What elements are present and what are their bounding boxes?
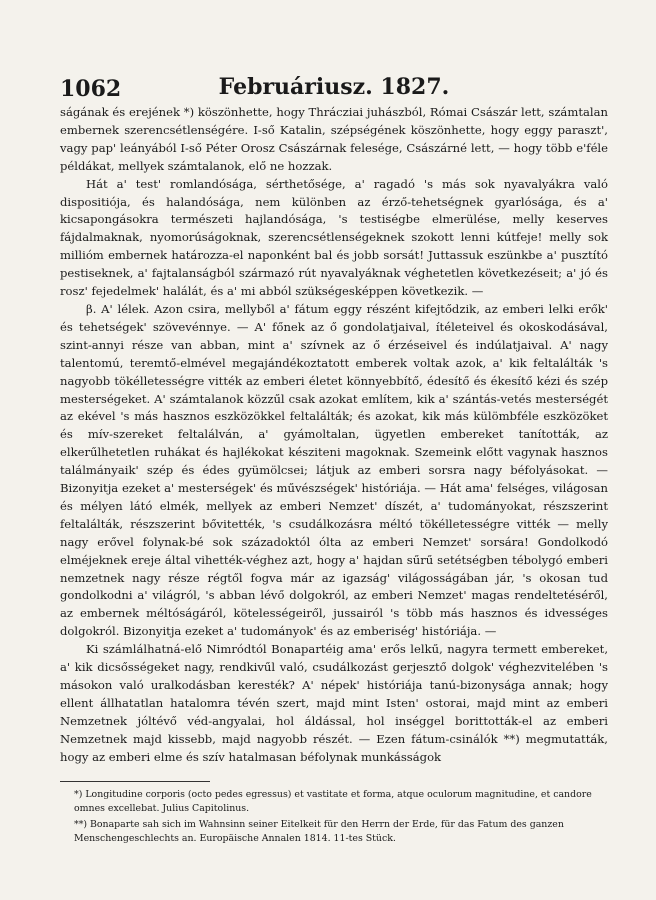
paragraph: Ki számlálhatná-elő Nimródtól Bonapartéig ama' erős lelkű, nagyra termett embereket, a' kik dicsősségeket nagy, rendkivűl való, csudálkozást gerjesztő dolgok' véghezvitelében 's másokon való uralkodásban keresték? A' népek' históriája tanú-bizonysága annak; hogy ellent állhatatlan hatalomra tévén szert, majd mint Isten' ostorai, majd mint az emberi Nemzetnek jóltévő véd-angyalai, hol áldással, hol inséggel borittották-el az emberi Nemzetnek majd kissebb, majd nagyobb részét. — Ezen fátum-csinálók **) megmutatták, hogy az emberi elme és szív hatalmasan béfolynak munkásságok (60, 642, 608, 764)
main-text (60, 104, 608, 767)
page-header (60, 74, 608, 104)
footnote-divider (60, 781, 210, 782)
running-title: Februáriusz. 1827. (218, 74, 450, 100)
paragraph: Hát a' test' romlandósága, sérthetősége, a' ragadó 's más sok nyavalyákra való dispositiója, és halandósága, nem különben az érző-tehetségnek gyarlósága, és a' kicsapongásokra természeti hajlandósága, 's testiségbe elmerülése, melly keserves fájdalmaknak, nyomorúságoknak, szerencsétlenségeknek szokott lenni kútfeje! melly sok millióm embernek határozza-el naponként bal és jobb sorsát! Juttassuk eszünkbe a' pusztító pestiseknek, a' fajtalanságból származó rút nyavalyáknak véghetetlen következéseit; a' jó és rosz' fejedelmek' halálát, és a' mi abból szükségesképpen következik. — (60, 176, 608, 299)
footnotes (60, 788, 608, 846)
footnote: *) Longitudine corporis (octo pedes egressus) et vastitate et forma, atque oculorum magnitudine, et candore omnes excellebat. Julius Capitolinus. (74, 788, 592, 814)
page-number: 1062 (60, 76, 122, 102)
paragraph: β. A' lélek. Azon csira, mellyből a' fátum eggy részént kifejtődzik, az emberi lelki erők' és tehetségek' szövevénnye. — A' főnek az ő gondolatjaival, ítéleteivel és okoskodásával, szint-annyi része van abban, mint a' szívnek az ő érzéseivel és indúlatjaival. A' nagy talentomú, teremtő-elmével megajándékoztatott emberek voltak azok, a' kik feltalálták 's nagyobb tökélletességre vitték az emberi életet könnyebbítő, édesítő és ékesítő kézi és szép mesterségeket. A' számtalanok közzűl csak azokat említem, kik a' szántás-vetés mesterségét az ekével 's más hasznos eszközökkel feltalálták; és azokat, kik más külömbféle eszközöket és mív-szereket feltalálván, a' gyámoltalan, ügyetlen embereket tanították, az elkerűlhetetlen ruhákat és hajlékokat késziteni magoknak. Szemeink előtt vagynak hasznos találmányaik' szép és édes gyümölcsei; látjuk az emberi sorsra nagy béfolyásokat. — Bizonyitja ezeket a' mesterségek' és művészségek' históriája. — Hát ama' felséges, világosan és mélyen látó elmék, mellyek az emberi Nemzet' díszét, a' tudományokat, részszerint feltalálták, részszerint bővitették, 's csudálkozásra méltó tökélletességre vitték — melly nagy erővel folynak-bé sok századoktól ólta az emberi Nemzet' sorsára! Gondolkodó elméjeknek ereje által vihették-véghez azt, hogy a' hajdan sűrű setétségben tébolygó emberi nemzetnek nagy része régtől fogva már az igazság' világosságában jár, 's okosan tud gondolkodni a' világról, 's abban lévő dolgokról, az emberi Nemzet' magas rendeltetéséről, az embernek méltóságáról, kötelességeiről, jussairól 's több más hasznos és idvességes dolgokról. Bizonyitja ezeket a' tudományok' és az emberiség' históriája. — (60, 301, 608, 639)
paragraph: ságának és erejének *) köszönhette, hogy Thrácziai juhászból, Római Császár lett, számtalan embernek szerencsétlenségére. I-ső Katalin, szépségének köszönhette, hogy eggy paraszt', vagy pap' leányából I-ső Péter Orosz Császárnak felesége, Császárné lett, — hogy több e'féle példákat, mellyek számtalanok, elő ne hozzak. (60, 105, 608, 173)
footnote: **) Bonaparte sah sich im Wahnsinn seiner Eitelkeit für den Herrn der Erde, für das Fatum des ganzen Menschengeschlechts an. Europäische Annalen 1814. 11-tes Stück. (74, 818, 564, 844)
